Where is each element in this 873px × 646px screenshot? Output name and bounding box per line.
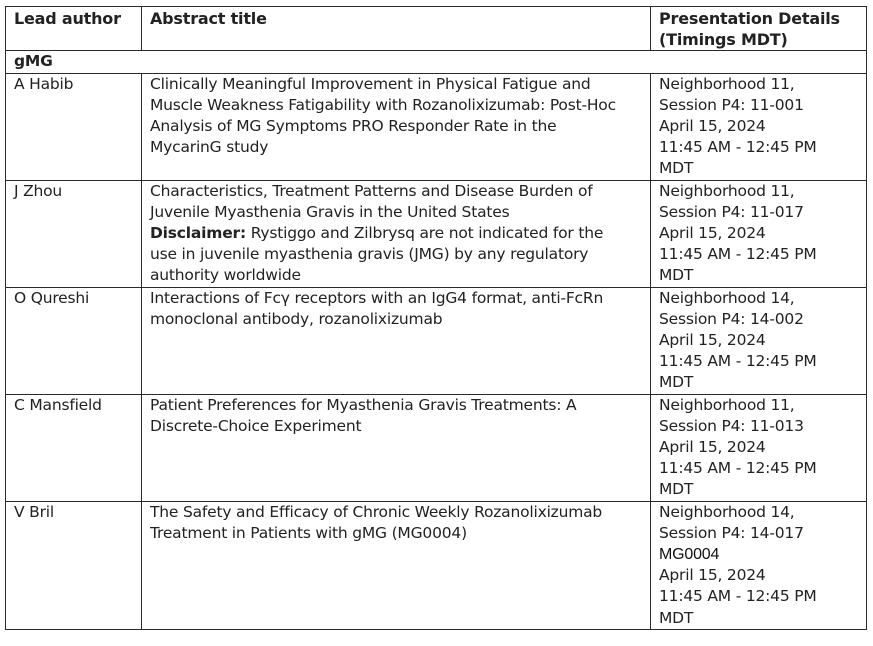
abstract-title-cell [142,394,651,501]
disclaimer-line [150,223,642,244]
abstract-title-cell [142,501,651,629]
header-presentation-line2: (Timings MDT) [659,30,788,50]
table-row [6,180,867,287]
title-line: Muscle Weakness Fatigability with Rozanolixizumab: Post-Hoc [150,95,616,114]
table-row [6,73,867,180]
title-line: monoclonal antibody, rozanolixizumab [150,309,443,328]
details-line: Neighborhood 14, [659,502,795,521]
details-line: Session P4: 14-002 [659,309,804,328]
header-presentation-line1: Presentation Details [659,9,840,28]
disclaimer-line: authority worldwide [150,266,301,285]
presentation-details-cell [651,394,867,501]
header-presentation-details [651,7,867,51]
presentations-table [5,6,867,630]
details-line: 11:45 AM - 12:45 PM [659,245,817,264]
header-row [6,7,867,51]
details-line: 11:45 AM - 12:45 PM [659,587,817,606]
title-line: Treatment in Patients with gMG (MG0004) [150,523,467,542]
details-line: April 15, 2024 [659,331,766,350]
group-row [6,51,867,73]
details-line: Session P4: 11-001 [659,95,804,114]
disclaimer-line: use in juvenile myasthenia gravis (JMG) by any regulatory [150,245,589,264]
details-line: MDT [659,480,694,499]
title-line: Analysis of MG Symptoms PRO Responder Rate in the [150,117,557,136]
title-line: Clinically Meaningful Improvement in Physical Fatigue and [150,74,591,93]
presentation-details-cell [651,501,867,629]
header-lead-author: Lead author [6,7,142,51]
title-line: The Safety and Efficacy of Chronic Weekly Rozanolixizumab [150,502,603,521]
details-line: 11:45 AM - 12:45 PM [659,459,817,478]
details-line: MDT [659,373,694,392]
title-line: MycarinG study [150,138,269,157]
group-label: gMG [6,51,867,73]
presentation-details-cell [651,73,867,180]
disclaimer-label: Disclaimer: [150,224,246,243]
lead-author-cell: C Mansfield [6,394,142,501]
details-line: Session P4: 14-017 [659,523,804,542]
details-line: MDT [659,608,694,627]
lead-author-cell: J Zhou [6,180,142,287]
details-line: Session P4: 11-013 [659,416,804,435]
lead-author-cell: V Bril [6,501,142,629]
title-line: Patient Preferences for Myasthenia Gravis Treatments: A [150,395,577,414]
abstract-title-cell [142,287,651,394]
details-line: Neighborhood 11, [659,395,795,414]
details-line: MDT [659,266,694,285]
title-line: Characteristics, Treatment Patterns and Disease Burden of [150,181,593,200]
table-row [6,501,867,629]
details-line: April 15, 2024 [659,438,766,457]
header-abstract-title: Abstract title [142,7,651,51]
presentation-details-cell [651,180,867,287]
details-line: April 15, 2024 [659,566,766,585]
details-line: 11:45 AM - 12:45 PM [659,138,817,157]
details-line: April 15, 2024 [659,117,766,136]
details-line: Neighborhood 11, [659,181,795,200]
details-line: Neighborhood 11, [659,74,795,93]
details-line: MDT [659,159,694,178]
details-line: April 15, 2024 [659,224,766,243]
abstract-title-cell [142,73,651,180]
abstract-title-cell [142,180,651,287]
details-line: Neighborhood 14, [659,288,795,307]
presentation-details-cell [651,287,867,394]
lead-author-cell: A Habib [6,73,142,180]
table-row [6,394,867,501]
details-line: MG0004 [659,546,720,564]
table-row [6,287,867,394]
details-line: 11:45 AM - 12:45 PM [659,352,817,371]
details-line: Session P4: 11-017 [659,202,804,221]
title-line: Juvenile Myasthenia Gravis in the United States [150,202,510,221]
title-line: Interactions of Fcγ receptors with an IgG4 format, anti-FcRn [150,288,604,307]
title-line: Discrete-Choice Experiment [150,416,362,435]
lead-author-cell: O Qureshi [6,287,142,394]
disclaimer-text: Rystiggo and Zilbrysq are not indicated for the [245,224,604,243]
